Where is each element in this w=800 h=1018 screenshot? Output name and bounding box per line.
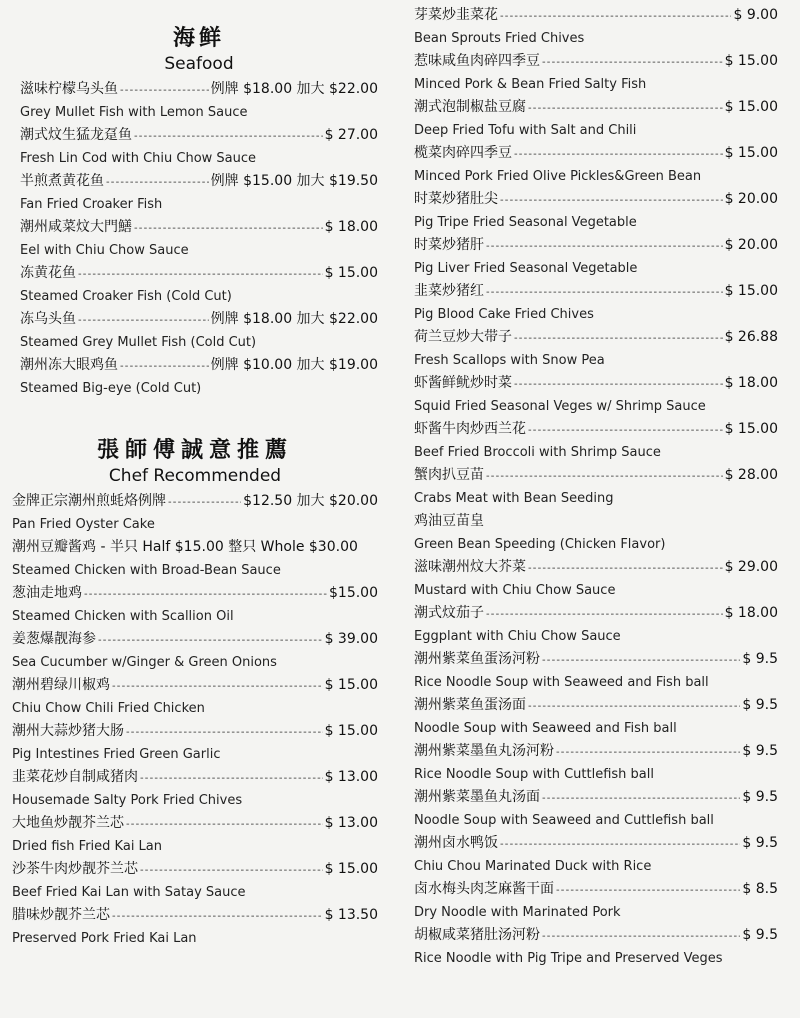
dish-price: $ 15.00 [324, 723, 378, 739]
menu-item [414, 464, 778, 510]
dish-name-en: Fan Fried Croaker Fish [20, 197, 163, 212]
dish-name-cn: 芽菜炒韭菜花 [414, 7, 498, 23]
dish-name-en: Rice Noodle with Pig Tripe and Preserved Veges [414, 951, 723, 966]
dish-name-en: Preserved Pork Fried Kai Lan [12, 931, 197, 946]
dish-price: $ 15.00 [724, 283, 778, 299]
dish-name-en: Chiu Chow Chili Fried Chicken [12, 701, 205, 716]
dish-price: $ 20.00 [724, 237, 778, 253]
leader-dots [514, 326, 723, 349]
dish-name-en: Dried fish Fried Kai Lan [12, 839, 163, 854]
dish-name-en: Eggplant with Chiu Chow Sauce [414, 629, 621, 644]
menu-item [12, 812, 378, 858]
menu-item [414, 556, 778, 602]
dish-price: $ 15.00 [724, 421, 778, 437]
dish-price: $ 13.00 [324, 815, 378, 831]
dish-name-cn: 惹味咸鱼肉碎四季豆 [414, 53, 540, 69]
menu-item [414, 142, 778, 188]
menu-item [20, 78, 378, 124]
dish-name-cn: 潮州豆瓣酱鸡 - 半只 Half $15.00 整只 Whole $30.00 [12, 539, 358, 555]
menu-item [414, 740, 778, 786]
menu-item-row [12, 904, 378, 927]
dish-name-en: Beef Fried Broccoli with Shrimp Sauce [414, 445, 661, 460]
menu-item-row [414, 694, 778, 717]
leader-dots [528, 556, 723, 579]
menu-item-row [20, 124, 378, 147]
menu-item [12, 766, 378, 812]
seafood-title-cn: 海鲜 [172, 25, 225, 51]
dish-name-cn: 虾酱鲜鱿炒时菜 [414, 375, 512, 391]
leader-dots [78, 262, 323, 285]
chef-title-cn: 張師傅誠意推薦 [96, 437, 293, 463]
dish-price: 例牌 $18.00 加大 $22.00 [210, 311, 378, 327]
dish-name-cn: 大地鱼炒靓芥兰芯 [12, 815, 124, 831]
dish-name-en: Pig Tripe Fried Seasonal Vegetable [414, 215, 637, 230]
dish-price: 例牌 $10.00 加大 $19.00 [210, 357, 378, 373]
leader-dots [112, 904, 323, 927]
menu-item-row [414, 556, 778, 579]
dish-name-cn: 冻乌头鱼 [20, 311, 76, 327]
leader-dots [486, 602, 723, 625]
dish-price: $ 28.00 [724, 467, 778, 483]
dish-price: $15.00 [329, 585, 378, 601]
menu-item [20, 262, 378, 308]
leader-dots [528, 694, 740, 717]
dish-name-en: Eel with Chiu Chow Sauce [20, 243, 189, 258]
dish-price: $ 9.5 [742, 651, 778, 667]
dish-price: $ 9.5 [742, 835, 778, 851]
leader-dots [528, 96, 723, 119]
menu-item [414, 4, 778, 50]
menu-item-row [12, 536, 378, 559]
leader-dots [486, 280, 723, 303]
dish-price: $ 9.5 [742, 789, 778, 805]
dish-name-en: Fresh Lin Cod with Chiu Chow Sauce [20, 151, 257, 166]
dish-price: $ 26.88 [724, 329, 778, 345]
dish-price: $ 9.5 [742, 743, 778, 759]
dish-name-cn: 韭菜花炒自制咸猪肉 [12, 769, 138, 785]
dish-name-en: Bean Sprouts Fried Chives [414, 31, 585, 46]
dish-name-cn: 荷兰豆炒大带子 [414, 329, 512, 345]
dish-price: $ 15.00 [724, 145, 778, 161]
menu-item-row [414, 418, 778, 441]
leader-dots [500, 4, 731, 27]
menu-item-row [414, 832, 778, 855]
dish-price: $ 18.00 [724, 605, 778, 621]
menu-item-row [414, 372, 778, 395]
dish-name-cn: 潮州紫菜鱼蛋汤河粉 [414, 651, 540, 667]
menu-item [12, 858, 378, 904]
menu-item [414, 878, 778, 924]
chef-title-en: Chef Recommended [108, 466, 282, 486]
dish-name-cn: 鸡油豆苗皇 [414, 513, 484, 529]
dish-name-cn: 腊味炒靓芥兰芯 [12, 907, 110, 923]
dish-name-en: Pan Fried Oyster Cake [12, 517, 155, 532]
dish-name-cn: 滋味潮州炆大芥菜 [414, 559, 526, 575]
dish-name-en: Steamed Big-eye (Cold Cut) [20, 381, 202, 396]
dish-name-en: Dry Noodle with Marinated Pork [414, 905, 621, 920]
leader-dots [500, 832, 740, 855]
leader-dots [134, 124, 323, 147]
dish-name-cn: 潮州紫菜鱼蛋汤面 [414, 697, 526, 713]
dish-name-en: Mustard with Chiu Chow Sauce [414, 583, 616, 598]
dish-name-cn: 卤水梅头肉芝麻酱干面 [414, 881, 554, 897]
menu-item-row [20, 216, 378, 239]
chef-list [12, 490, 378, 950]
menu-item-row [414, 96, 778, 119]
dish-price: $ 15.00 [324, 861, 378, 877]
dish-price: $ 9.5 [742, 927, 778, 943]
dish-name-en: Crabs Meat with Bean Seeding [414, 491, 614, 506]
dish-price: $ 20.00 [724, 191, 778, 207]
dish-name-cn: 沙茶牛肉炒靓芥兰芯 [12, 861, 138, 877]
leader-dots [98, 628, 323, 651]
menu-item-row [12, 720, 378, 743]
dish-name-cn: 时菜炒猪肝 [414, 237, 484, 253]
menu-item-row [414, 786, 778, 809]
leader-dots [134, 216, 323, 239]
leader-dots [542, 50, 723, 73]
menu-item-row [414, 142, 778, 165]
dish-name-en: Minced Pork & Bean Fried Salty Fish [414, 77, 647, 92]
leader-dots [140, 858, 323, 881]
menu-item [414, 510, 778, 556]
dish-name-en: Fresh Scallops with Snow Pea [414, 353, 605, 368]
leader-dots [500, 188, 723, 211]
leader-dots [126, 720, 323, 743]
menu-item-row [20, 170, 378, 193]
menu-item-row [12, 766, 378, 789]
menu-item [414, 924, 778, 970]
menu-item [20, 354, 378, 400]
dish-price: $ 15.00 [724, 53, 778, 69]
dish-name-en: Rice Noodle Soup with Cuttlefish ball [414, 767, 654, 782]
menu-item [414, 326, 778, 372]
dish-name-cn: 姜葱爆靓海参 [12, 631, 96, 647]
menu-item [12, 490, 378, 536]
leader-dots [556, 878, 740, 901]
leader-dots [486, 234, 723, 257]
menu-item-row [20, 262, 378, 285]
left-column [0, 0, 392, 1018]
dish-price: $ 18.00 [324, 219, 378, 235]
menu-item-row [414, 234, 778, 257]
dish-name-cn: 冻黄花鱼 [20, 265, 76, 281]
dish-name-en: Rice Noodle Soup with Seaweed and Fish ball [414, 675, 709, 690]
leader-dots [514, 142, 723, 165]
menu-item-row [414, 4, 778, 27]
dish-name-en: Noodle Soup with Seaweed and Fish ball [414, 721, 677, 736]
menu-item [12, 674, 378, 720]
menu-item-row [414, 50, 778, 73]
leader-dots [556, 740, 740, 763]
dish-name-cn: 蟹肉扒豆苗 [414, 467, 484, 483]
dish-name-cn: 潮州紫菜墨鱼丸汤面 [414, 789, 540, 805]
dish-name-en: Housemade Salty Pork Fried Chives [12, 793, 243, 808]
dish-price: $ 13.00 [324, 769, 378, 785]
leader-dots [112, 674, 323, 697]
menu-item [12, 628, 378, 674]
dish-name-cn: 葱油走地鸡 [12, 585, 82, 601]
dish-name-cn: 半煎煮黄花鱼 [20, 173, 104, 189]
menu-item-row [12, 582, 378, 605]
dish-name-cn: 虾酱牛肉炒西兰花 [414, 421, 526, 437]
dish-name-en: Grey Mullet Fish with Lemon Sauce [20, 105, 248, 120]
menu-item [414, 280, 778, 326]
leader-dots [140, 766, 323, 789]
leader-dots [126, 812, 323, 835]
dish-price: $12.50 加大 $20.00 [243, 493, 378, 509]
dish-name-en: Pig Blood Cake Fried Chives [414, 307, 594, 322]
menu-item-row [414, 740, 778, 763]
seafood-title-en: Seafood [164, 54, 234, 74]
dish-price: $ 39.00 [324, 631, 378, 647]
menu-item-row [414, 510, 778, 533]
dish-name-cn: 胡椒咸菜猪肚汤河粉 [414, 927, 540, 943]
menu-item-row [414, 188, 778, 211]
dish-name-cn: 榄菜肉碎四季豆 [414, 145, 512, 161]
leader-dots [106, 170, 209, 193]
menu-item [414, 648, 778, 694]
right-list [414, 4, 778, 970]
dish-name-en: Steamed Croaker Fish (Cold Cut) [20, 289, 232, 304]
dish-name-en: Steamed Grey Mullet Fish (Cold Cut) [20, 335, 257, 350]
leader-dots [78, 308, 209, 331]
dish-price: $ 9.00 [733, 7, 778, 23]
menu-item-row [414, 648, 778, 671]
menu-item [414, 694, 778, 740]
leader-dots [542, 648, 740, 671]
dish-price: $ 15.00 [324, 265, 378, 281]
dish-name-en: Pig Liver Fried Seasonal Vegetable [414, 261, 638, 276]
leader-dots [486, 464, 723, 487]
menu-item-row [12, 812, 378, 835]
menu-item [414, 96, 778, 142]
leader-dots [528, 418, 723, 441]
menu-item [20, 216, 378, 262]
dish-name-cn: 潮式炆生猛龙趸鱼 [20, 127, 132, 143]
menu-item-row [414, 924, 778, 947]
dish-price: 例牌 $15.00 加大 $19.50 [210, 173, 378, 189]
dish-name-cn: 潮州大蒜炒猪大肠 [12, 723, 124, 739]
dish-name-en: Chiu Chou Marinated Duck with Rice [414, 859, 652, 874]
leader-dots [120, 78, 209, 101]
seafood-list [20, 78, 378, 400]
leader-dots [514, 372, 723, 395]
menu-item-row [414, 280, 778, 303]
menu-item-row [414, 878, 778, 901]
right-column [400, 0, 800, 1018]
menu-item [414, 188, 778, 234]
dish-name-en: Sea Cucumber w/Ginger & Green Onions [12, 655, 277, 670]
menu-item [414, 50, 778, 96]
menu-item [12, 536, 378, 582]
dish-name-cn: 潮式泡制椒盐豆腐 [414, 99, 526, 115]
menu-item [414, 418, 778, 464]
dish-name-cn: 潮州冻大眼鸡鱼 [20, 357, 118, 373]
dish-price: $ 15.00 [324, 677, 378, 693]
dish-price: $ 15.00 [724, 99, 778, 115]
dish-name-cn: 金牌正宗潮州煎蚝烙例牌 [12, 493, 166, 509]
menu-item [12, 720, 378, 766]
dish-name-cn: 潮州卤水鸭饭 [414, 835, 498, 851]
menu-item-row [414, 464, 778, 487]
menu-item-row [20, 78, 378, 101]
menu-item [414, 234, 778, 280]
dish-name-cn: 韭菜炒猪红 [414, 283, 484, 299]
dish-name-en: Noodle Soup with Seaweed and Cuttlefish ball [414, 813, 714, 828]
dish-name-en: Beef Fried Kai Lan with Satay Sauce [12, 885, 246, 900]
dish-name-cn: 潮式炆茄子 [414, 605, 484, 621]
dish-name-en: Squid Fried Seasonal Veges w/ Shrimp Sauce [414, 399, 706, 414]
menu-item [414, 602, 778, 648]
leader-dots [168, 490, 241, 513]
dish-price: $ 13.50 [324, 907, 378, 923]
menu-item-row [414, 602, 778, 625]
dish-price: $ 18.00 [724, 375, 778, 391]
dish-name-cn: 滋味柠檬乌头鱼 [20, 81, 118, 97]
menu-item [414, 786, 778, 832]
menu-item-row [414, 326, 778, 349]
menu-item [12, 582, 378, 628]
leader-dots [542, 786, 740, 809]
leader-dots [84, 582, 327, 605]
menu-item [414, 832, 778, 878]
dish-name-cn: 潮州咸菜炆大門鱔 [20, 219, 132, 235]
leader-dots [120, 354, 209, 377]
dish-name-en: Pig Intestines Fried Green Garlic [12, 747, 221, 762]
seafood-section [20, 24, 378, 400]
menu-item [20, 170, 378, 216]
menu-item-row [12, 490, 378, 513]
dish-name-en: Steamed Chicken with Scallion Oil [12, 609, 234, 624]
leader-dots [542, 924, 740, 947]
menu-item-row [12, 858, 378, 881]
menu-item-row [12, 628, 378, 651]
menu-item [20, 124, 378, 170]
dish-price: $ 8.5 [742, 881, 778, 897]
dish-price: $ 29.00 [724, 559, 778, 575]
dish-price: $ 27.00 [324, 127, 378, 143]
menu-item-row [12, 674, 378, 697]
menu-item [20, 308, 378, 354]
dish-price: 例牌 $18.00 加大 $22.00 [210, 81, 378, 97]
dish-name-en: Deep Fried Tofu with Salt and Chili [414, 123, 637, 138]
menu-item [414, 372, 778, 418]
chef-section [12, 436, 378, 950]
dish-name-en: Green Bean Speeding (Chicken Flavor) [414, 537, 666, 552]
dish-name-cn: 时菜炒猪肚尖 [414, 191, 498, 207]
menu-item [12, 904, 378, 950]
dish-price: $ 9.5 [742, 697, 778, 713]
dish-name-en: Steamed Chicken with Broad-Bean Sauce [12, 563, 281, 578]
dish-name-cn: 潮州碧绿川椒鸡 [12, 677, 110, 693]
menu-item-row [20, 354, 378, 377]
menu-item-row [20, 308, 378, 331]
dish-name-en: Minced Pork Fried Olive Pickles&Green Bean [414, 169, 702, 184]
dish-name-cn: 潮州紫菜墨鱼丸汤河粉 [414, 743, 554, 759]
